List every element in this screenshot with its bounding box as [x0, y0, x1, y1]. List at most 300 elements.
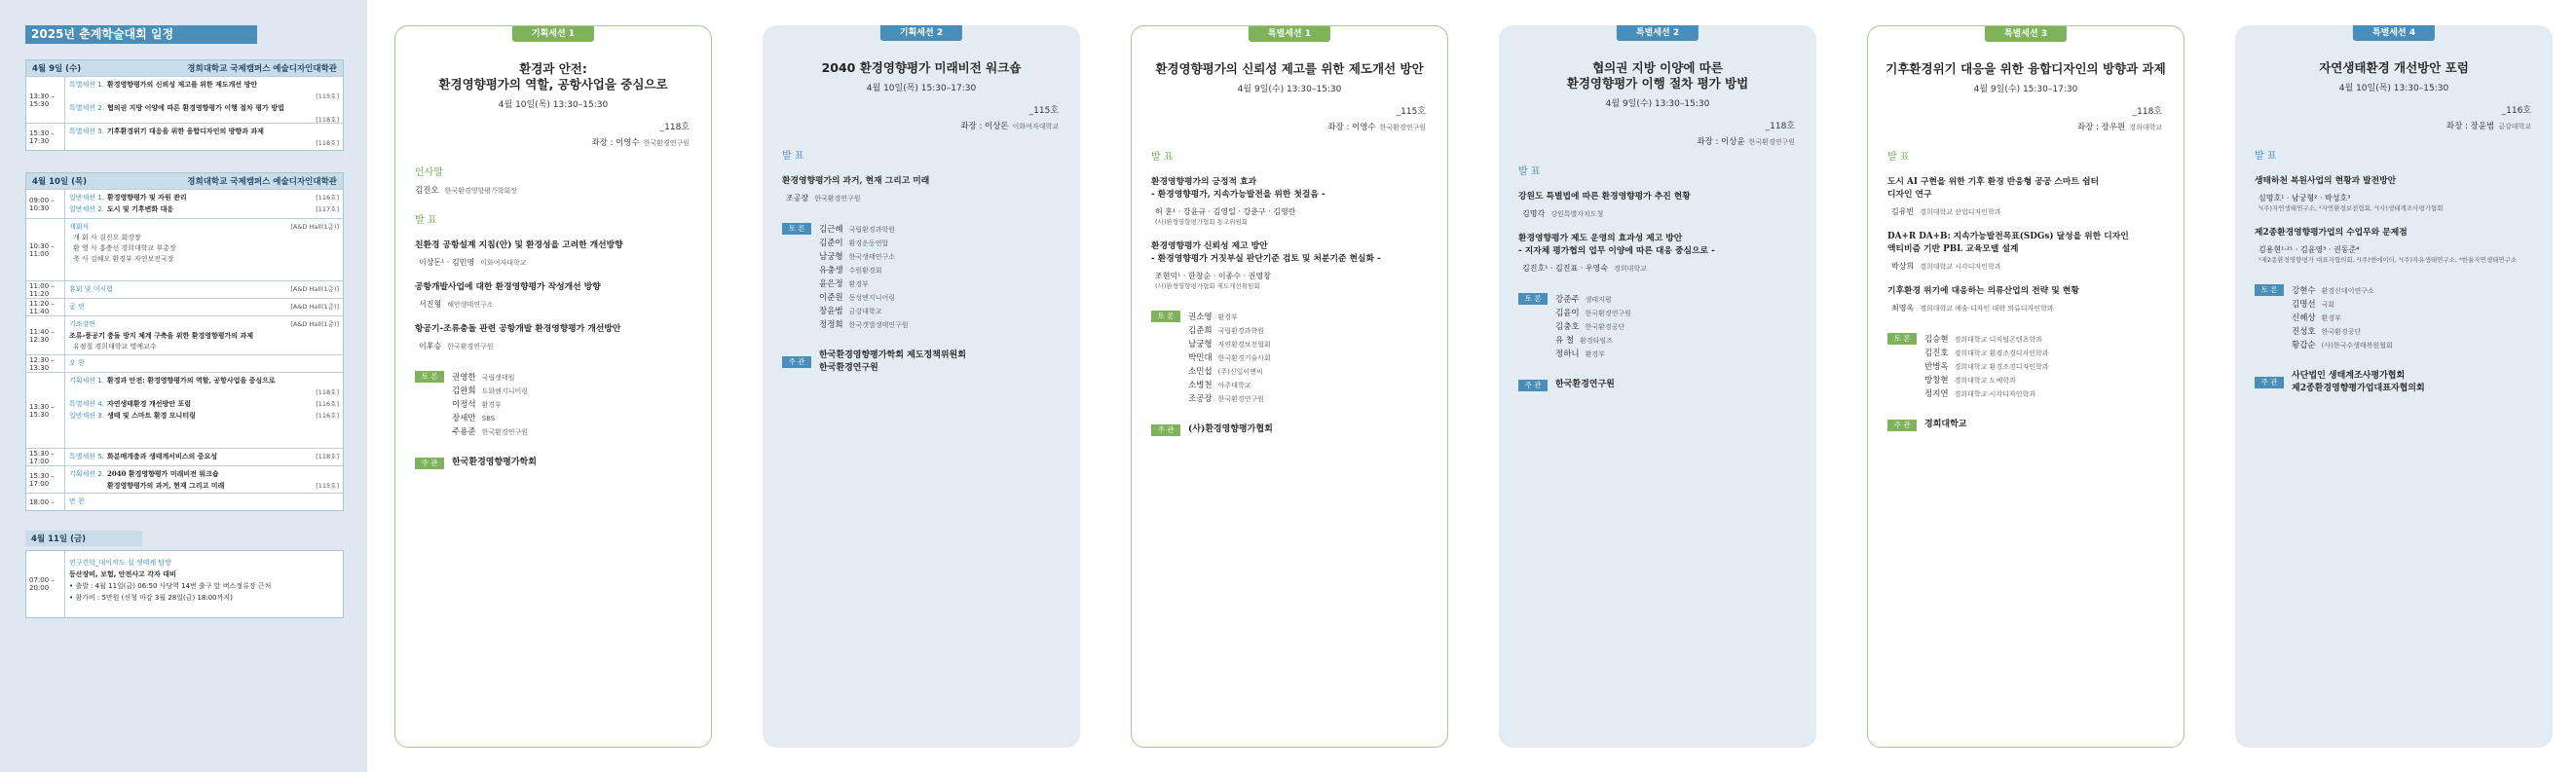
panelist: [1924, 333, 2164, 347]
time-cell: 13:30 – 15:30: [26, 77, 65, 123]
panelist-name: 김승현: [1924, 335, 1949, 345]
time-cell: 13:30 – 15:30: [26, 373, 65, 448]
panelist-affiliation: 동성엔지니어링: [848, 294, 895, 302]
time-cell: 11:00 – 11:20: [26, 281, 65, 298]
panel-names: [452, 371, 691, 439]
talk-speaker: [415, 299, 691, 310]
panelist-name: 김근혜: [819, 225, 843, 235]
panelist-name: 정지연: [1924, 389, 1949, 399]
session-title: 환경과 안전: 환경영향평가의 역할, 공항사업을 중심으로: [438, 61, 668, 92]
session-item: 특별세션 3. 기후환경위기 대응을 위한 융합디자인의 방향과 과제: [69, 127, 264, 135]
talk-speaker: [2255, 244, 2533, 255]
panelist-name: 조공장: [1188, 394, 1213, 404]
time-cell: 11:20 – 11:40: [26, 299, 65, 315]
panelist-affiliation: 환경신데이연구소: [2321, 287, 2374, 295]
panelist: [1924, 374, 2164, 387]
talk-title: 환경영향평가의 긍정적 효과 - 환경영향평가, 지속가능발전을 위한 첫걸음 -: [1151, 177, 1325, 200]
talk-title: 환경영향평가의 과거, 현재 그리고 미래: [782, 176, 930, 186]
day2-table: [25, 172, 344, 511]
table-row: 11:00 – 11:20 휴회 및 이시험 [A&D Hall(1층)]: [26, 280, 343, 298]
panelist-affiliation: 환경부: [2321, 314, 2341, 322]
session-room: _118호: [1765, 122, 1795, 131]
panelist-affiliation: 국립환경과학원: [1217, 327, 1264, 335]
panelist-name: 소병천: [1188, 381, 1213, 390]
panel-names: [819, 223, 1061, 332]
panelist: [1555, 334, 1797, 348]
panelist-name: 박민대: [1188, 353, 1213, 363]
talk-speaker: [415, 257, 691, 268]
panelist-name: 김윤이: [1555, 309, 1580, 318]
panelist: [2292, 298, 2533, 312]
session-chair: [763, 120, 1080, 131]
panelist: [452, 412, 691, 425]
session-chair: [395, 136, 711, 148]
time-cell: 12:30 – 13:30: [26, 355, 65, 372]
table-row: 15:30 – 17:30 특별세션 3. 기후환경위기 대응을 위한 융합디자인의 방향과 과제 [118호]: [26, 123, 343, 150]
host-value: 한국환경연구원: [1555, 380, 1615, 389]
day3-header: [25, 531, 142, 546]
host-value: (사)환경영향평가협회: [1188, 424, 1273, 434]
chair-name: 좌장 : 장윤범: [2445, 122, 2495, 131]
host-value: 한국환경영향평가학회 제도정책위원회 한국환경연구원: [819, 350, 966, 373]
session-chair: [1868, 121, 2184, 132]
panelist-affiliation: 한국갯벌생태연구원: [848, 321, 909, 329]
panelist-name: 김진호: [1924, 349, 1949, 358]
panelist-affiliation: 한국생태연구소: [848, 253, 895, 261]
speaker-name: 이상돈¹ · 김민영: [419, 258, 475, 267]
panelist-affiliation: (주)신일이앤씨: [1217, 368, 1263, 376]
panelist-affiliation: 환경운동연합: [848, 239, 889, 247]
day1-header: [26, 60, 343, 76]
time-cell: 07:00 – 20:00: [26, 551, 65, 617]
panelist-affiliation: 아주대학교: [1217, 382, 1251, 389]
day2-date: 4월 10일 (목): [32, 177, 88, 187]
talk-title: 환경영향평가 제도 운영의 효과성 제고 방안 - 지자체 평가협의 업무 이양에 따른 대응 중심으로 -: [1518, 234, 1715, 256]
talk-item: [1151, 176, 1428, 227]
session-tag: 기획세션 1: [512, 26, 594, 42]
speaker-name: 김용현¹·²¹ · 김윤영³ · 권동준⁴: [2259, 245, 2360, 254]
talk-item: [1887, 176, 2164, 217]
speaker-name: 김진호¹ · 김진표 · 우영숙: [1522, 264, 1609, 273]
chair-affiliation: 한국환경연구원: [1748, 138, 1795, 146]
talk-speaker: [1887, 261, 2164, 272]
panelist: [1555, 293, 1797, 307]
talk-speaker: [1518, 263, 1797, 274]
greeting-affiliation: 한국환경영향평가학회장: [444, 187, 518, 195]
panelist-name: 방창현: [1924, 376, 1949, 386]
panelist-affiliation: 경희대학교 디지털콘텐츠학과: [1954, 336, 2042, 344]
talk-item: [415, 281, 691, 310]
panel-label: 토 론: [1518, 293, 1548, 305]
speaker-name: 조현익¹ · 한창순 · 이종수 · 권영창: [1155, 272, 1271, 280]
talk-title: 친환경 공항설계 지침(안) 및 환경성을 고려한 개선방향: [415, 240, 623, 250]
session-title: 협의권 지방 이양에 따른 환경영향평가 이행 절차 평가 방법: [1566, 60, 1749, 91]
talk-item: [2255, 227, 2533, 265]
chair-affiliation: 한국환경연구원: [643, 139, 690, 147]
chair-affiliation: 이화여자대학교: [1012, 123, 1059, 130]
speaker-name: 김유빈: [1891, 207, 1915, 216]
table-row: 15:30 – 17:00 특별세션 5. 화분매개충과 생태계서비스의 중요성 [118호]: [26, 448, 343, 465]
panelist: [819, 305, 1061, 318]
speaker-name: 조공장: [786, 194, 809, 202]
speaker-affiliation: 경희대학교 시각디자인학과: [1920, 263, 2001, 271]
talk-speaker: [1151, 271, 1428, 281]
session-tag: 특별세션 2: [1617, 25, 1699, 41]
day2-venue: 경희대학교 국제캠퍼스 예술디자인대학관: [187, 177, 337, 187]
time-cell: 18:00 –: [26, 494, 65, 510]
panelist-affiliation: 경희대학교 도예학과: [1954, 377, 2016, 385]
talk-speaker: [782, 193, 1061, 203]
panel-discussion: [2255, 284, 2533, 352]
panelist: [1924, 387, 2164, 401]
day2-header: [26, 173, 343, 189]
talk-item: [782, 175, 1061, 203]
time-cell: 15:30 – 17:30: [26, 124, 65, 150]
panelist-affiliation: 자연환경보전협회: [1217, 341, 1271, 349]
speaker-name: 최영옥: [1891, 304, 1915, 312]
day1-table: [25, 59, 344, 151]
time-cell: 09:00 – 10:30: [26, 190, 65, 218]
session-item: 특별세션 2. 협의권 지방 이양에 따른 환경영향평가 이행 절차 평가 방법: [69, 103, 284, 112]
session-date: 4월 9일(수) 13:30–15:30: [1237, 85, 1342, 94]
speaker-name: 허 훈¹ · 강윤규 · 김영일 · 강춘구 · 김영란: [1155, 207, 1296, 216]
host-row: [782, 349, 1061, 375]
panelist-affiliation: (사)한국수생태복원협회: [2321, 342, 2393, 349]
panelist-affiliation: 도화엔지니어링: [481, 387, 528, 395]
panelist-affiliation: 생태지평: [1585, 296, 1612, 304]
presentation-label: 발 표: [2255, 151, 2277, 162]
talk-title: 기후환경 위기에 대응하는 의류산업의 전략 및 현황: [1887, 286, 2079, 296]
panelist-name: 장세만: [452, 414, 476, 423]
panelist-name: 신혜상: [2292, 313, 2316, 323]
panelist: [452, 371, 691, 385]
table-row: 10:30 – 11:00 개회식 [A&D Hall(1층)] 개 회 사 김진오 회장장 환 영 사 홍충선 경희대학교 부총장 축 사 김혜오 환경부 자연보전국장: [26, 218, 343, 280]
chair-name: 좌장 : 이상윤: [1697, 137, 1745, 147]
panelist-affiliation: 한국환경연구원: [481, 428, 528, 436]
host-row: [2255, 370, 2533, 395]
panel-label: 토 론: [782, 223, 811, 235]
panelist: [1555, 307, 1797, 320]
speaker-affiliation: 경희대학교 예술·디자인 대학 의류디자인학과: [1920, 305, 2054, 312]
panelist-name: 정정희: [819, 320, 843, 330]
presentation-label: 발 표: [1151, 152, 1174, 163]
panelist-name: 강현수: [2292, 286, 2316, 296]
table-row: 11:20 – 11:40 공 연 [A&D Hall(1층)]: [26, 298, 343, 315]
table-row: 13:30 – 15:30 특별세션 1. 환경영향평가의 신뢰성 제고를 위한 제도개선 방안 [115호] 특별세션 2. 협의권 지방 이양에 따른 환경영향평가 이행 절차 평가 방법 [118호]: [26, 76, 343, 123]
session-tag: 특별세션 3: [1985, 26, 2067, 42]
panelist-name: 장윤범: [819, 307, 843, 316]
speaker-name: 서진형: [419, 300, 442, 309]
panelist-name: 남궁형: [819, 252, 843, 262]
speaker-affiliation: 해안생태연구소: [447, 301, 494, 309]
time-cell: 15:30 – 17:00: [26, 466, 65, 493]
panelist-affiliation: 환경타임즈: [1580, 337, 1613, 345]
panelist: [819, 277, 1061, 291]
host-row: [1518, 379, 1797, 391]
presentation-label: 발 표: [782, 151, 804, 162]
panelist-name: 진성호: [2292, 327, 2316, 337]
panelist: [2292, 339, 2533, 352]
chair-name: 좌장 : 이영수: [1327, 123, 1376, 132]
session-tag: 특별세션 4: [2353, 25, 2435, 41]
speaker-note: ¹(주)자연생태연구소, ²자연환경보전협회, ³(사)생태계조사평가협회: [2259, 204, 2444, 212]
table-row: 18:00 – 만 찬: [26, 493, 343, 510]
host-row: [1151, 423, 1428, 436]
panelist-name: 유 철: [1555, 336, 1575, 346]
session-title: 기후환경위기 대응을 위한 융합디자인의 방향과 과제: [1885, 61, 2166, 76]
panelist-name: 권소영: [1188, 312, 1213, 322]
panelist-name: 김준이: [819, 239, 843, 248]
panelist: [1555, 320, 1797, 334]
talk-speaker: [1887, 303, 2164, 313]
chair-affiliation: 한국환경연구원: [1379, 124, 1426, 131]
host-row: [415, 457, 691, 469]
panel-label: 토 론: [2255, 284, 2284, 296]
talk-title: 도시 AI 구현을 위한 기후 환경 반응형 공공 스마트 쉼터 디자인 연구: [1887, 177, 2099, 200]
talk-item: [1518, 233, 1797, 274]
session-date: 4월 9일(수) 13:30–15:30: [1605, 99, 1710, 109]
talk-item: [2255, 175, 2533, 213]
panel-discussion: [1151, 311, 1428, 406]
time-cell: 11:40 – 12:30: [26, 316, 65, 354]
session-date: 4월 10일(목) 13:30–15:30: [2338, 84, 2449, 93]
panelist: [1188, 379, 1428, 392]
panelist: [1188, 311, 1428, 324]
panelist: [1924, 360, 2164, 374]
table-row: 07:00 – 20:00 연구견학_대이작도 섬 생태계 탐방 등산장비, 보험, 안전사고 각자 대비 • 출발 : 4월 11일(금) 06:50 사당역 14번 출구 앞 버스정류장 근처 • 참가비 : 5만원 (신청 마감 3월 28일(금) 18:00까지): [26, 551, 343, 617]
host-label: 주 관: [782, 356, 811, 368]
talk-title: 환경영향평가 신뢰성 제고 방안 - 환경영향평가 거짓부실 판단기준 검토 및 처분기준 현실화 -: [1151, 241, 1381, 264]
day1-venue: 경희대학교 국제캠퍼스 예술디자인대학관: [187, 64, 337, 74]
panelist-name: 반병옥: [1924, 362, 1949, 372]
host-row: [1887, 419, 2164, 431]
talk-title: 제2종환경영향평가업의 수업무와 문제점: [2255, 228, 2408, 238]
panelist-affiliation: 금강대학교: [848, 308, 882, 315]
greeting-label: 인사말: [415, 167, 443, 178]
session-title: 2040 환경영향평가 미래비전 워크숍: [821, 60, 1022, 75]
panelist: [819, 237, 1061, 250]
panelist: [819, 223, 1061, 237]
speaker-affiliation: 한국환경연구원: [447, 343, 494, 350]
host-value: 사단법인 생태계조사평가협회 제2종환경영향평가업대표자협의회: [2292, 371, 2425, 393]
panelist: [819, 318, 1061, 332]
talk-item: [1887, 285, 2164, 313]
talk-speaker: [1887, 206, 2164, 217]
speaker-affiliation: 경희대학교 산업디자인학과: [1920, 208, 2001, 216]
panelist: [1188, 324, 1428, 338]
panelist-affiliation: 한국환경연구원: [1585, 310, 1631, 317]
panelist: [1188, 392, 1428, 406]
panelist-name: 남궁형: [1188, 340, 1213, 349]
panelist: [2292, 284, 2533, 298]
session-chair: [2235, 120, 2553, 131]
session-panel: [1867, 25, 2184, 748]
panelist: [2292, 312, 2533, 325]
host-value: 한국환경영향평가학회: [452, 458, 537, 467]
chair-name: 좌장 : 이영수: [591, 138, 640, 148]
talk-item: [415, 323, 691, 351]
session-date: 4월 10일(목) 13:30–15:30: [498, 100, 609, 110]
panelist-affiliation: 경희대학교 시각디자인학과: [1954, 390, 2036, 398]
panelist-affiliation: 환경부: [481, 401, 502, 409]
panelist-name: 김명선: [2292, 300, 2316, 310]
panelist: [2292, 325, 2533, 339]
session-date: 4월 10일(목) 15:30–17:30: [866, 84, 977, 93]
panelist-name: 소민섭: [1188, 367, 1213, 377]
speaker-name: 심명호¹ · 남궁형² · 박성호³: [2259, 194, 2351, 202]
chair-affiliation: 경희대학교: [2129, 124, 2162, 131]
session-tag: 특별세션 1: [1249, 26, 1330, 42]
speaker-affiliation: 한국환경연구원: [814, 195, 861, 202]
day1-date: 4월 9일 (수): [32, 64, 82, 74]
panelist-affiliation: 경희대학교 환경조경디자인학과: [1954, 363, 2049, 371]
session-room: _116호: [2501, 106, 2531, 116]
speaker-affiliation: 이화여자대학교: [480, 259, 527, 267]
panel-names: [1924, 333, 2164, 401]
panelist-affiliation: 경희대학교 환경조경디자인학과: [1954, 349, 2049, 357]
panelist-affiliation: 환경부: [1585, 350, 1605, 358]
session-title: 환경영향평가의 신뢰성 제고를 위한 제도개선 방안: [1155, 61, 1424, 76]
panelist-name: 이정석: [452, 400, 476, 410]
talk-item: [415, 239, 691, 268]
panelist-affiliation: 한국환경공단: [1585, 323, 1625, 331]
panelist-name: 유충생: [819, 266, 843, 276]
panelist-affiliation: 국립환경과학원: [848, 226, 895, 234]
panelist: [1555, 348, 1797, 361]
greeting-name: 김진오: [415, 186, 439, 196]
panel-discussion: [782, 223, 1061, 332]
speaker-note: (사)환경영향평가협회 통교위원회: [1155, 218, 1249, 226]
table-row: 13:30 – 15:30 기획세션 1. 환경과 안전: 환경영향평가의 역할, 공항사업을 중심으로 [118호] 특별세션 4. 자연생태환경 개선방안 포럼 [116호] 일반세션 3. 생태 및 스마트 환경 모니터링 [116호]: [26, 372, 343, 448]
session-room: _118호: [659, 123, 690, 132]
panelist-name: 강준주: [1555, 295, 1580, 305]
host-label: 주 관: [1151, 424, 1180, 436]
talk-speaker: [415, 341, 691, 351]
talk-title: 강원도 특별법에 따른 환경영향평가 추진 현황: [1518, 192, 1691, 202]
panelist: [1924, 347, 2164, 360]
panelist-name: 권영한: [452, 373, 476, 383]
panel-discussion: [1887, 333, 2164, 401]
panelist: [452, 398, 691, 412]
panel-names: [1555, 293, 1797, 361]
panelist-name: 윤은정: [819, 279, 843, 289]
talk-item: [1518, 191, 1797, 219]
session-panel: [2235, 25, 2553, 748]
panelist: [819, 264, 1061, 277]
greeting-speaker: [415, 184, 691, 196]
speaker-name: 김명각: [1522, 209, 1546, 218]
panelist-affiliation: 한국환경연구원: [1217, 395, 1264, 403]
talk-speaker: [1518, 208, 1797, 219]
talk-title: DA+R DA+B: 지속가능발전목표(SDGs) 달성을 위한 디자인 액티비즘 기반 PBL 교육모델 설계: [1887, 232, 2129, 254]
speaker-note: (사)환경영향평가협회 제도개선위원회: [1155, 282, 1260, 290]
presentation-label: 발 표: [1887, 152, 1910, 163]
session-panel: [1131, 25, 1448, 748]
panel-label: 토 론: [1887, 333, 1917, 345]
talk-item: [1151, 240, 1428, 291]
panelist: [1188, 351, 1428, 365]
table-row: 15:30 – 17:00 기획세션 2. 2040 환경영향평가 미래비전 워크숍 환경영향평가의 과거, 현재 그리고 미래 [115호]: [26, 465, 343, 493]
panelist: [819, 291, 1061, 305]
panelist-name: 이준원: [819, 293, 843, 303]
panelist-name: 주용준: [452, 427, 476, 437]
schedule-column: [25, 25, 344, 618]
table-row: 09:00 – 10:30 일반세션 1. 환경영향평가 및 자원 관리 [116호] 일반세션 2. 도시 및 기후변화 대응 [117호]: [26, 189, 343, 218]
panelist-affiliation: 국립생태원: [481, 374, 515, 382]
host-label: 주 관: [415, 458, 444, 469]
panel-discussion: [415, 371, 691, 439]
chair-name: 좌장 : 장우원: [2076, 123, 2126, 132]
session-title: 자연생태환경 개선방안 포럼: [2319, 60, 2469, 75]
panelist: [819, 250, 1061, 264]
talk-item: [1887, 231, 2164, 272]
schedule-title: 2025년 춘계학술대회 일정: [25, 25, 257, 44]
day3-table: [25, 550, 344, 618]
presentation-label: 발 표: [415, 215, 437, 226]
host-label: 주 관: [1887, 420, 1917, 431]
panelist-name: 김준희: [1188, 326, 1213, 336]
panel-label: 토 론: [1151, 311, 1180, 322]
talk-title: 생태하천 복원사업의 현황과 발전방안: [2255, 176, 2397, 186]
time-cell: 10:30 – 11:00: [26, 219, 65, 280]
session-panel: [394, 25, 712, 748]
session-panel: [763, 25, 1080, 748]
time-cell: 15:30 – 17:00: [26, 449, 65, 465]
chair-name: 좌장 : 이상돈: [960, 122, 1009, 131]
panelist: [452, 385, 691, 398]
table-row: 11:40 – 12:30 기조강연 [A&D Hall(1층)] 조류-풍공기 충돌 방지 체계 구축을 위한 환경영향평가의 과제 유정칠 경희대학교 명예교수: [26, 315, 343, 354]
session-chair: [1499, 135, 1816, 147]
table-row: 12:30 – 13:30 오 찬: [26, 354, 343, 372]
day3-date: 4월 11일 (금): [31, 534, 87, 544]
speaker-name: 이후승: [419, 342, 442, 350]
host-label: 주 관: [1518, 380, 1548, 391]
panelist: [452, 425, 691, 439]
session-panel: [1499, 25, 1816, 748]
session-chair: [1132, 121, 1447, 132]
panelist-affiliation: 한국환경공단: [2321, 328, 2362, 336]
chair-affiliation: 금강대학교: [2498, 123, 2531, 130]
panelist-affiliation: 수원환경회: [848, 267, 882, 275]
session-room: _118호: [2132, 107, 2162, 117]
panelist-name: 황갑순: [2292, 341, 2316, 350]
panel-names: [2292, 284, 2533, 352]
panel-discussion: [1518, 293, 1797, 361]
host-value: 경희대학교: [1924, 420, 1967, 429]
panel-names: [1188, 311, 1428, 406]
session-item: 특별세션 1. 환경영향평가의 신뢰성 제고를 위한 제도개선 방안: [69, 80, 258, 89]
panelist-affiliation: 환경부: [848, 280, 869, 288]
presentation-label: 발 표: [1518, 166, 1541, 177]
host-label: 주 관: [2255, 377, 2284, 388]
session-room: _115호: [1028, 106, 1059, 116]
panelist-affiliation: 국회: [2321, 301, 2335, 309]
talk-title: 공항개발사업에 대한 환경영향평가 작성개선 방향: [415, 282, 601, 292]
talk-title: 항공기-조류충돌 관련 공항개발 환경영향평가 개선방안: [415, 324, 621, 334]
talk-speaker: [2255, 193, 2533, 203]
panelist: [1188, 365, 1428, 379]
session-tag: 기획세션 2: [880, 25, 962, 41]
speaker-affiliation: 경희대학교: [1614, 265, 1647, 273]
panelist-name: 김완희: [452, 386, 476, 396]
speaker-name: 박상희: [1891, 262, 1915, 271]
panelist-affiliation: SBS: [481, 415, 496, 423]
talk-speaker: [1151, 206, 1428, 217]
panelist-name: 김충호: [1555, 322, 1580, 332]
panel-label: 토 론: [415, 371, 444, 383]
panelist: [1188, 338, 1428, 351]
speaker-note: ¹제2종환경영향평가 대표자협의회, ²(주)엔에이티, ³(주)자유생태연구소, ⁴한율자연생태연구소: [2259, 256, 2518, 264]
